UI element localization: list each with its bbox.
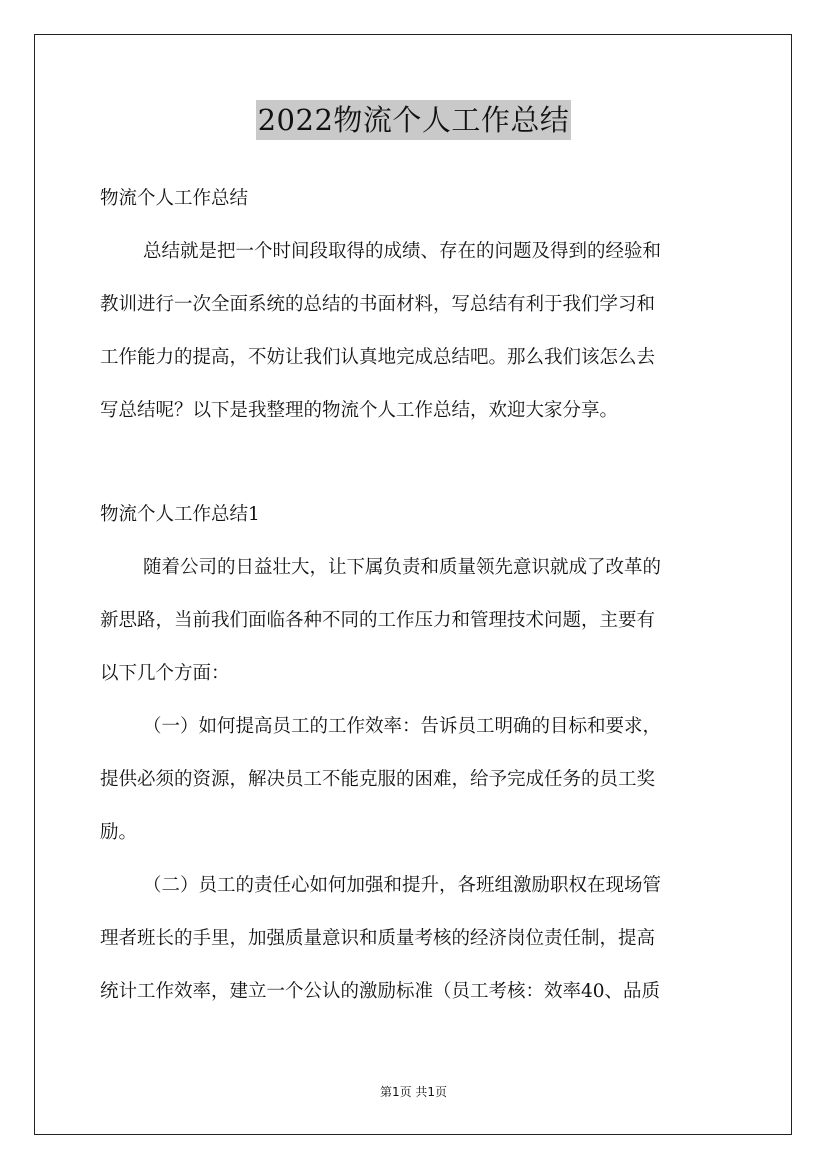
page-footer: [0, 1083, 827, 1100]
item-1-line: 提供必须的资源，解决员工不能克服的困难，给予完成任务的员工奖: [100, 769, 656, 790]
section-1-line: 新思路，当前我们面临各种不同的工作压力和管理技术问题，主要有: [100, 610, 656, 631]
intro-line: 写总结呢？以下是我整理的物流个人工作总结，欢迎大家分享。: [100, 400, 619, 421]
title-container: [0, 100, 827, 140]
page-number: 第1页 共1页: [379, 1085, 448, 1099]
item-2-line: （二）员工的责任心如何加强和提升，各班组激励职权在现场管: [143, 875, 662, 896]
section-1-line: 以下几个方面：: [100, 663, 230, 684]
section-1-line: 随着公司的日益壮大，让下属负责和质量领先意识就成了改革的: [143, 557, 662, 578]
intro-line: 工作能力的提高，不妨让我们认真地完成总结吧。那么我们该怎么去: [100, 347, 656, 368]
intro-line: 总结就是把一个时间段取得的成绩、存在的问题及得到的经验和: [143, 241, 662, 262]
document-title: 2022物流个人工作总结: [256, 100, 572, 140]
item-1-line: 励。: [100, 822, 138, 843]
item-2-line: 理者班长的手里，加强质量意识和质量考核的经济岗位责任制，提高: [100, 928, 656, 949]
document-body: [100, 172, 730, 1018]
section-spacer: [100, 437, 730, 488]
item-1-line: （一）如何提高员工的工作效率：告诉员工明确的目标和要求，: [143, 716, 662, 737]
item-2-line: 统计工作效率，建立一个公认的激励标准（员工考核：效率40、品质: [100, 981, 661, 1002]
intro-heading: 物流个人工作总结: [100, 188, 249, 209]
intro-line: 教训进行一次全面系统的总结的书面材料，写总结有利于我们学习和: [100, 294, 656, 315]
section-1-heading: 物流个人工作总结1: [100, 504, 260, 525]
